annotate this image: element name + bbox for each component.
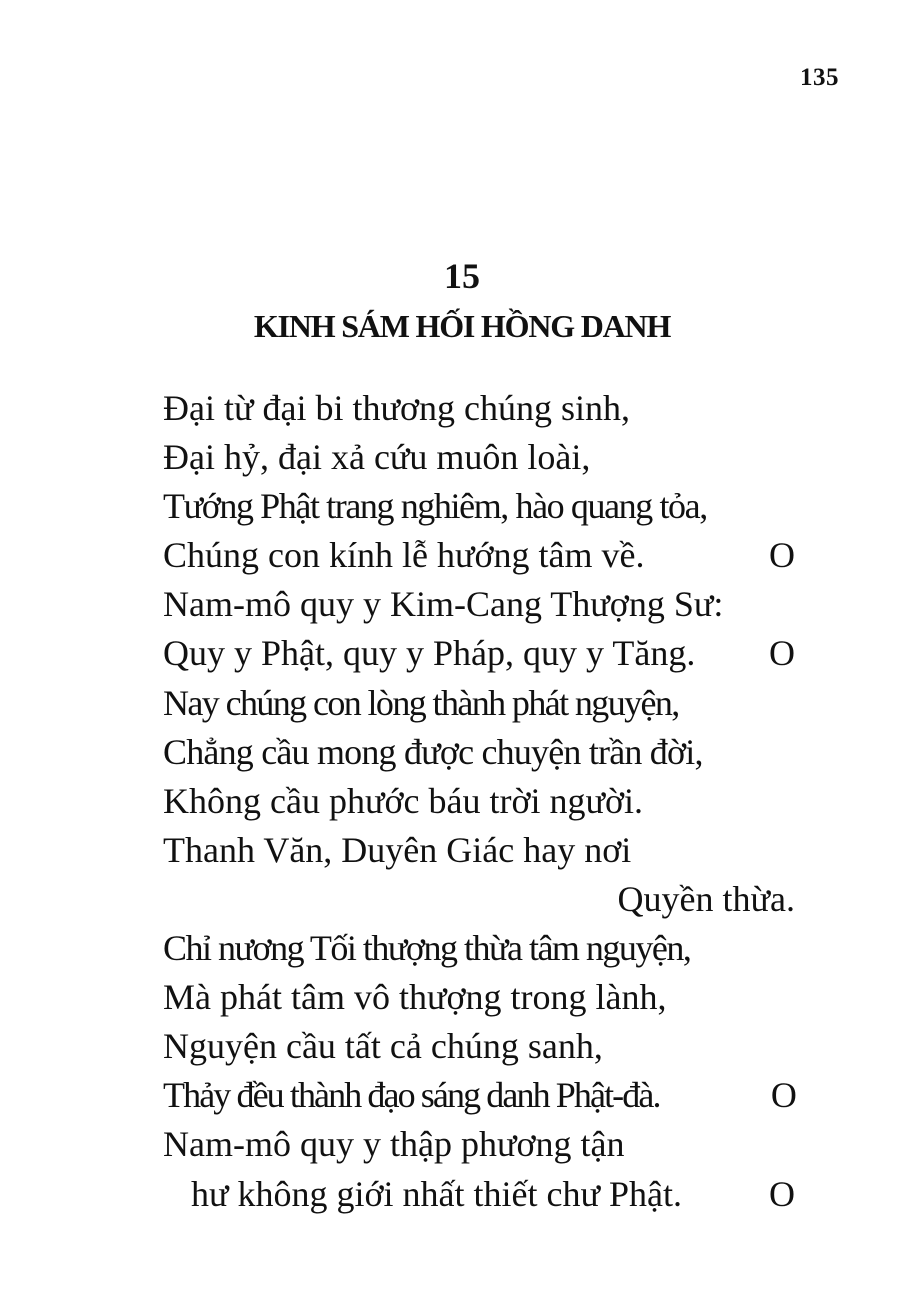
verse-line [163, 1022, 795, 1071]
verse-line-text: Quyền thừa. [617, 878, 795, 919]
verse-line-text: Quy y Phật, quy y Pháp, quy y Tăng. [163, 633, 696, 674]
chant-bell-mark: O [769, 1173, 795, 1214]
verse-line-text: Không cầu phước báu trời người. [163, 780, 644, 821]
verse-line-text: Mà phát tâm vô thượng trong lành, [163, 977, 667, 1018]
chapter-number: 15 [444, 256, 480, 296]
chapter-title: KINH SÁM HỐI HỒNG DANH [253, 308, 671, 344]
verse-line [163, 531, 795, 580]
chant-bell-mark: O [769, 535, 795, 576]
verse-line-text: Nam-mô quy y thập phương tận [163, 1124, 625, 1165]
verse-line [163, 679, 795, 728]
verse-line-text: Nam-mô quy y Kim-Cang Thượng Sư: [163, 584, 724, 625]
verse-line-text: Chẳng cầu mong được chuyện trần đời, [163, 731, 703, 772]
verse-line-text: Đại từ đại bi thương chúng sinh, [163, 388, 631, 428]
verse-line [163, 433, 795, 482]
chant-bell-mark: O [770, 1075, 795, 1116]
verse-line [163, 973, 795, 1022]
verse-line [163, 728, 795, 777]
verse-line-continuation [163, 875, 795, 924]
verse-line [163, 384, 795, 433]
verse-line [163, 1120, 795, 1169]
verse-line [163, 1170, 795, 1219]
verse-line [163, 826, 795, 875]
page-number: 135 [800, 64, 839, 91]
verse-line [163, 629, 795, 678]
verse-line [163, 1071, 795, 1120]
verse-line [163, 924, 795, 973]
verse-block [163, 384, 795, 1219]
verse-line [163, 580, 795, 629]
verse-line-text: Nguyện cầu tất cả chúng sanh, [163, 1026, 603, 1067]
verse-line [163, 482, 795, 531]
verse-line-text: Thanh Văn, Duyên Giác hay nơi [163, 829, 632, 870]
chant-bell-mark: O [769, 633, 795, 674]
verse-line-text: hư không giới nhất thiết chư Phật. [191, 1173, 683, 1214]
verse-line-text: Chúng con kính lễ hướng tâm về. [163, 535, 645, 576]
verse-line-text: Tướng Phật trang nghiêm, hào quang tỏa, [163, 486, 707, 527]
verse-line-text: Nay chúng con lòng thành phát nguyện, [163, 682, 679, 723]
verse-line-text: Chỉ nương Tối thượng thừa tâm nguyện, [163, 928, 691, 969]
verse-line [163, 777, 795, 826]
verse-line-text: Thảy đều thành đạo sáng danh Phật-đà. [163, 1075, 660, 1116]
verse-line-text: Đại hỷ, đại xả cứu muôn loài, [163, 437, 591, 478]
